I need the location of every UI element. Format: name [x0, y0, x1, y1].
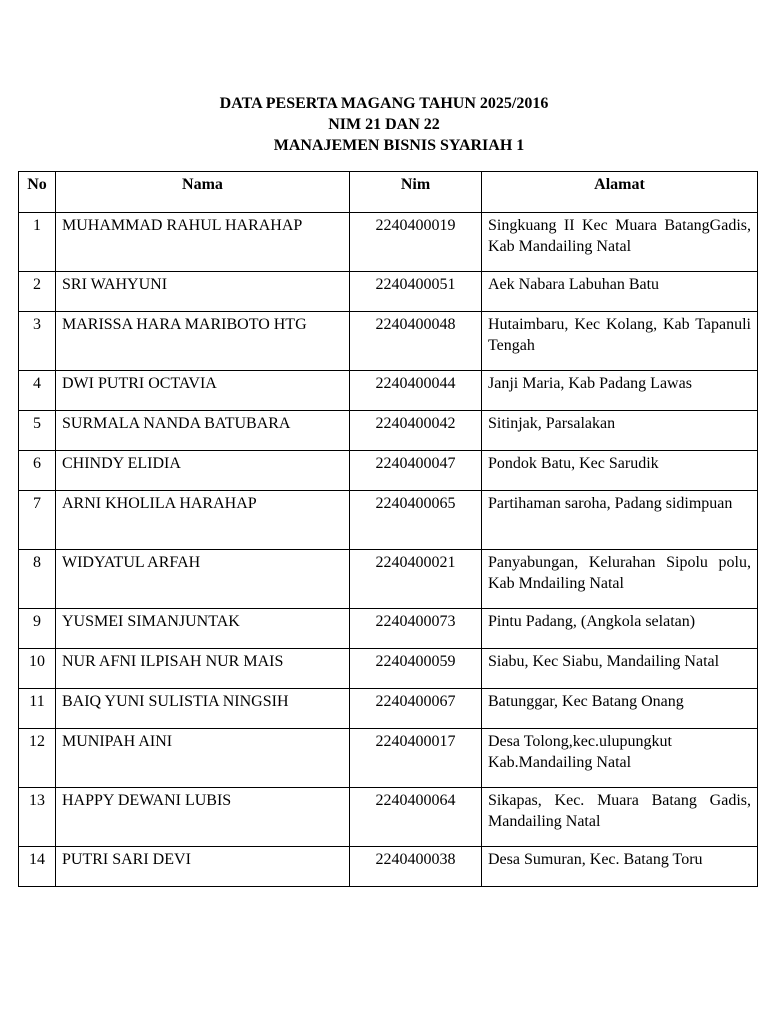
- table-row: [19, 213, 758, 272]
- cell-no: 4: [19, 371, 56, 411]
- cell-nama: MUHAMMAD RAHUL HARAHAP: [56, 213, 350, 272]
- cell-nim: 2240400067: [350, 689, 482, 729]
- cell-nama: YUSMEI SIMANJUNTAK: [56, 609, 350, 649]
- title-line-3: MANAJEMEN BISNIS SYARIAH 1: [273, 137, 525, 154]
- cell-alamat: Siabu, Kec Siabu, Mandailing Natal: [482, 649, 758, 689]
- cell-alamat: Sikapas, Kec. Muara Batang Gadis, Mandailing Natal: [482, 788, 758, 847]
- cell-nama: PUTRI SARI DEVI: [56, 847, 350, 887]
- cell-nim: 2240400048: [350, 312, 482, 371]
- cell-nim: 2240400065: [350, 491, 482, 550]
- cell-alamat: Hutaimbaru, Kec Kolang, Kab Tapanuli Tengah: [482, 312, 758, 371]
- cell-no: 6: [19, 451, 56, 491]
- cell-nim: 2240400042: [350, 411, 482, 451]
- table-row: [19, 729, 758, 788]
- cell-nama: SRI WAHYUNI: [56, 272, 350, 312]
- table-header-row: [19, 172, 758, 213]
- cell-nama: NUR AFNI ILPISAH NUR MAIS: [56, 649, 350, 689]
- header-alamat: Alamat: [482, 172, 758, 213]
- cell-alamat: Aek Nabara Labuhan Batu: [482, 272, 758, 312]
- cell-no: 14: [19, 847, 56, 887]
- cell-nim: 2240400038: [350, 847, 482, 887]
- table-row: [19, 609, 758, 649]
- cell-nama: MUNIPAH AINI: [56, 729, 350, 788]
- cell-nama: DWI PUTRI OCTAVIA: [56, 371, 350, 411]
- cell-nim: 2240400073: [350, 609, 482, 649]
- participant-table: [18, 171, 758, 887]
- cell-nama: ARNI KHOLILA HARAHAP: [56, 491, 350, 550]
- cell-no: 13: [19, 788, 56, 847]
- cell-nama: SURMALA NANDA BATUBARA: [56, 411, 350, 451]
- title-line-2: NIM 21 DAN 22: [328, 116, 440, 133]
- table-row: [19, 689, 758, 729]
- cell-nim: 2240400019: [350, 213, 482, 272]
- cell-nim: 2240400059: [350, 649, 482, 689]
- cell-no: 1: [19, 213, 56, 272]
- document-title: [0, 93, 768, 156]
- title-line-1: DATA PESERTA MAGANG TAHUN 2025/2016: [219, 95, 549, 112]
- cell-no: 11: [19, 689, 56, 729]
- header-nama: Nama: [56, 172, 350, 213]
- header-no: No: [19, 172, 56, 213]
- cell-nim: 2240400017: [350, 729, 482, 788]
- cell-no: 2: [19, 272, 56, 312]
- cell-alamat: Singkuang II Kec Muara BatangGadis, Kab Mandailing Natal: [482, 213, 758, 272]
- cell-no: 5: [19, 411, 56, 451]
- header-nim: Nim: [350, 172, 482, 213]
- cell-nama: MARISSA HARA MARIBOTO HTG: [56, 312, 350, 371]
- cell-alamat: Janji Maria, Kab Padang Lawas: [482, 371, 758, 411]
- cell-nim: 2240400064: [350, 788, 482, 847]
- cell-no: 3: [19, 312, 56, 371]
- table-row: [19, 371, 758, 411]
- cell-nim: 2240400044: [350, 371, 482, 411]
- cell-alamat: Batunggar, Kec Batang Onang: [482, 689, 758, 729]
- table-row: [19, 847, 758, 887]
- cell-no: 10: [19, 649, 56, 689]
- cell-alamat: Pintu Padang, (Angkola selatan): [482, 609, 758, 649]
- table-row: [19, 451, 758, 491]
- table-row: [19, 312, 758, 371]
- cell-no: 12: [19, 729, 56, 788]
- cell-no: 8: [19, 550, 56, 609]
- table-row: [19, 550, 758, 609]
- cell-alamat: Partihaman saroha, Padang sidimpuan: [482, 491, 758, 550]
- cell-nama: HAPPY DEWANI LUBIS: [56, 788, 350, 847]
- cell-no: 9: [19, 609, 56, 649]
- cell-no: 7: [19, 491, 56, 550]
- cell-nama: CHINDY ELIDIA: [56, 451, 350, 491]
- table-row: [19, 788, 758, 847]
- cell-alamat: Pondok Batu, Kec Sarudik: [482, 451, 758, 491]
- cell-nama: BAIQ YUNI SULISTIA NINGSIH: [56, 689, 350, 729]
- table-row: [19, 491, 758, 550]
- cell-alamat: Desa Tolong,kec.ulupungkut Kab.Mandailing Natal: [482, 729, 758, 788]
- table-row: [19, 649, 758, 689]
- table-row: [19, 411, 758, 451]
- cell-nim: 2240400047: [350, 451, 482, 491]
- cell-alamat: Panyabungan, Kelurahan Sipolu polu, Kab Mndailing Natal: [482, 550, 758, 609]
- cell-alamat: Desa Sumuran, Kec. Batang Toru: [482, 847, 758, 887]
- cell-nama: WIDYATUL ARFAH: [56, 550, 350, 609]
- cell-nim: 2240400051: [350, 272, 482, 312]
- cell-alamat: Sitinjak, Parsalakan: [482, 411, 758, 451]
- cell-nim: 2240400021: [350, 550, 482, 609]
- table-row: [19, 272, 758, 312]
